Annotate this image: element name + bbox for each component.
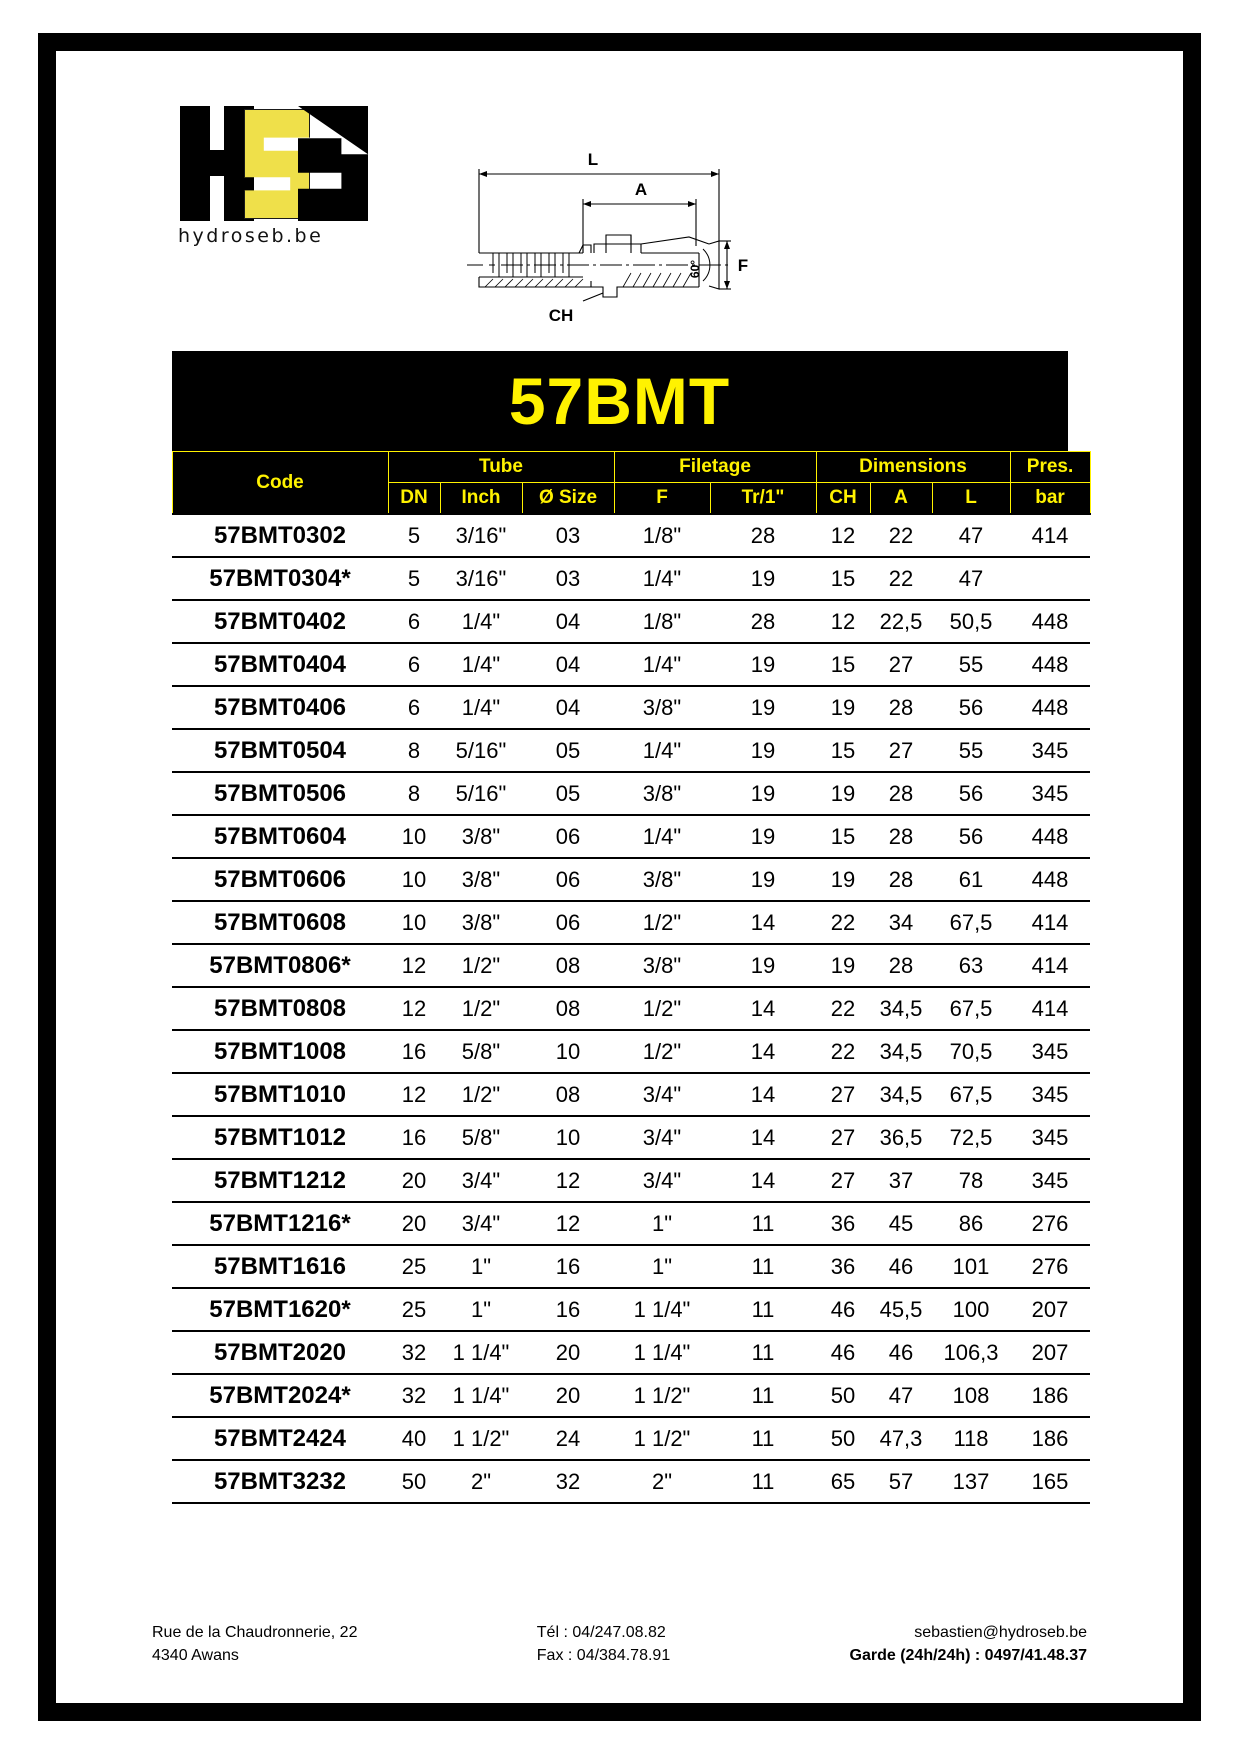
specifications-table (172, 451, 1091, 1504)
table-row (172, 514, 1090, 557)
fitting-technical-drawing (431, 141, 791, 361)
cell-f: 1/4" (614, 729, 710, 772)
footer-phone (537, 1621, 670, 1667)
cell-size: 08 (522, 944, 614, 987)
cell-code: 57BMT0604 (172, 815, 388, 858)
cell-dn: 12 (388, 1073, 440, 1116)
cell-inch: 1/2" (440, 944, 522, 987)
cell-bar: 345 (1010, 1159, 1090, 1202)
cell-a: 22,5 (870, 600, 932, 643)
cell-bar: 276 (1010, 1245, 1090, 1288)
cell-code: 57BMT0806* (172, 944, 388, 987)
cell-bar: 345 (1010, 1030, 1090, 1073)
cell-size: 03 (522, 557, 614, 600)
cell-tr: 19 (710, 643, 816, 686)
cell-code: 57BMT1212 (172, 1159, 388, 1202)
cell-code: 57BMT0406 (172, 686, 388, 729)
cell-code: 57BMT1012 (172, 1116, 388, 1159)
cell-dn: 20 (388, 1202, 440, 1245)
cell-tr: 19 (710, 729, 816, 772)
cell-a: 47 (870, 1374, 932, 1417)
cell-a: 28 (870, 772, 932, 815)
cell-size: 16 (522, 1245, 614, 1288)
cell-ch: 15 (816, 643, 870, 686)
cell-inch: 5/16" (440, 729, 522, 772)
cell-bar: 414 (1010, 987, 1090, 1030)
cell-f: 1 1/2" (614, 1417, 710, 1460)
cell-code: 57BMT2424 (172, 1417, 388, 1460)
table-row (172, 729, 1090, 772)
cell-code: 57BMT1010 (172, 1073, 388, 1116)
cell-size: 08 (522, 1073, 614, 1116)
page-title: 57BMT (508, 364, 731, 438)
cell-f: 3/8" (614, 772, 710, 815)
cell-a: 28 (870, 944, 932, 987)
cell-a: 36,5 (870, 1116, 932, 1159)
cell-dn: 6 (388, 600, 440, 643)
cell-l: 55 (932, 643, 1010, 686)
cell-l: 56 (932, 815, 1010, 858)
cell-ch: 19 (816, 858, 870, 901)
cell-f: 3/4" (614, 1159, 710, 1202)
cell-code: 57BMT1008 (172, 1030, 388, 1073)
cell-bar: 448 (1010, 643, 1090, 686)
cell-bar: 414 (1010, 514, 1090, 557)
cell-bar: 448 (1010, 815, 1090, 858)
cell-inch: 3/8" (440, 901, 522, 944)
cell-bar: 414 (1010, 901, 1090, 944)
table-row (172, 1159, 1090, 1202)
cell-l: 47 (932, 557, 1010, 600)
cell-bar: 186 (1010, 1374, 1090, 1417)
cell-l: 108 (932, 1374, 1010, 1417)
cell-tr: 19 (710, 944, 816, 987)
header-l: L (932, 483, 1010, 515)
cell-code: 57BMT0404 (172, 643, 388, 686)
table-body (172, 514, 1090, 1503)
table-header (172, 452, 1090, 515)
cell-code: 57BMT0606 (172, 858, 388, 901)
table-row (172, 944, 1090, 987)
cell-l: 70,5 (932, 1030, 1010, 1073)
cell-ch: 46 (816, 1288, 870, 1331)
cell-bar: 448 (1010, 858, 1090, 901)
cell-a: 37 (870, 1159, 932, 1202)
cell-size: 20 (522, 1374, 614, 1417)
cell-f: 1/8" (614, 600, 710, 643)
cell-dn: 12 (388, 987, 440, 1030)
table-group-header-row (172, 452, 1090, 483)
cell-inch: 5/8" (440, 1030, 522, 1073)
cell-ch: 12 (816, 514, 870, 557)
cell-l: 78 (932, 1159, 1010, 1202)
cell-l: 56 (932, 772, 1010, 815)
cell-dn: 10 (388, 901, 440, 944)
cell-inch: 1 1/4" (440, 1331, 522, 1374)
table-row (172, 1245, 1090, 1288)
cell-l: 50,5 (932, 600, 1010, 643)
cell-dn: 10 (388, 815, 440, 858)
header-size: Ø Size (522, 483, 614, 515)
cell-a: 34 (870, 901, 932, 944)
table-row (172, 1374, 1090, 1417)
cell-a: 27 (870, 643, 932, 686)
cell-ch: 12 (816, 600, 870, 643)
cell-inch: 1" (440, 1245, 522, 1288)
cell-code: 57BMT2024* (172, 1374, 388, 1417)
cell-ch: 22 (816, 901, 870, 944)
cell-l: 106,3 (932, 1331, 1010, 1374)
cell-tr: 19 (710, 815, 816, 858)
cell-size: 24 (522, 1417, 614, 1460)
page-content (56, 51, 1183, 1703)
cell-l: 67,5 (932, 901, 1010, 944)
drawing-label-angle: 60° (688, 259, 702, 279)
cell-tr: 14 (710, 987, 816, 1030)
cell-tr: 14 (710, 1073, 816, 1116)
logo-domain-text: hydroseb.be (178, 225, 324, 247)
cell-dn: 50 (388, 1460, 440, 1503)
table-row (172, 1116, 1090, 1159)
footer-email[interactable]: sebastien@hydroseb.be (914, 1623, 1087, 1641)
cell-tr: 11 (710, 1374, 816, 1417)
cell-dn: 8 (388, 729, 440, 772)
cell-dn: 6 (388, 686, 440, 729)
cell-inch: 1/4" (440, 643, 522, 686)
cell-inch: 1 1/2" (440, 1417, 522, 1460)
cell-size: 08 (522, 987, 614, 1030)
table-row (172, 1030, 1090, 1073)
cell-f: 1" (614, 1245, 710, 1288)
cell-bar: 207 (1010, 1288, 1090, 1331)
cell-inch: 3/8" (440, 815, 522, 858)
cell-a: 45 (870, 1202, 932, 1245)
cell-f: 3/8" (614, 858, 710, 901)
cell-f: 1 1/4" (614, 1288, 710, 1331)
cell-bar: 165 (1010, 1460, 1090, 1503)
cell-a: 28 (870, 686, 932, 729)
header-bar: bar (1010, 483, 1090, 515)
cell-tr: 14 (710, 1116, 816, 1159)
cell-inch: 1" (440, 1288, 522, 1331)
cell-a: 47,3 (870, 1417, 932, 1460)
cell-inch: 3/16" (440, 514, 522, 557)
cell-bar: 414 (1010, 944, 1090, 987)
cell-inch: 3/4" (440, 1159, 522, 1202)
cell-dn: 16 (388, 1030, 440, 1073)
product-title-banner (172, 351, 1068, 451)
cell-tr: 11 (710, 1331, 816, 1374)
cell-dn: 8 (388, 772, 440, 815)
header-ch: CH (816, 483, 870, 515)
cell-a: 46 (870, 1245, 932, 1288)
cell-size: 20 (522, 1331, 614, 1374)
cell-f: 1/8" (614, 514, 710, 557)
cell-l: 55 (932, 729, 1010, 772)
table-row (172, 901, 1090, 944)
table-row (172, 1460, 1090, 1503)
footer-tel: Tél : 04/247.08.82 (536, 1623, 666, 1641)
cell-inch: 1 1/4" (440, 1374, 522, 1417)
cell-l: 72,5 (932, 1116, 1010, 1159)
cell-a: 45,5 (870, 1288, 932, 1331)
cell-ch: 22 (816, 1030, 870, 1073)
cell-bar: 448 (1010, 600, 1090, 643)
cell-f: 2" (614, 1460, 710, 1503)
footer-address (152, 1621, 357, 1667)
cell-ch: 27 (816, 1116, 870, 1159)
drawing-label-A: A (634, 180, 648, 199)
cell-dn: 10 (388, 858, 440, 901)
cell-size: 12 (522, 1159, 614, 1202)
footer-address-line1: Rue de la Chaudronnerie, 22 (152, 1623, 358, 1641)
page-border-frame (38, 33, 1201, 1721)
cell-size: 06 (522, 858, 614, 901)
cell-ch: 22 (816, 987, 870, 1030)
cell-ch: 19 (816, 686, 870, 729)
cell-size: 05 (522, 772, 614, 815)
cell-size: 06 (522, 901, 614, 944)
cell-dn: 25 (388, 1245, 440, 1288)
cell-ch: 50 (816, 1374, 870, 1417)
cell-f: 1/4" (614, 815, 710, 858)
cell-a: 28 (870, 858, 932, 901)
footer-address-line2: 4340 Awans (152, 1646, 239, 1664)
cell-dn: 32 (388, 1331, 440, 1374)
cell-tr: 19 (710, 858, 816, 901)
cell-ch: 15 (816, 729, 870, 772)
header-group-dimensions: Dimensions (816, 452, 1010, 483)
drawing-label-F: F (737, 256, 749, 275)
cell-l: 67,5 (932, 987, 1010, 1030)
table-row (172, 600, 1090, 643)
header-f: F (614, 483, 710, 515)
cell-f: 1 1/2" (614, 1374, 710, 1417)
header-a: A (870, 483, 932, 515)
cell-tr: 28 (710, 600, 816, 643)
cell-l: 61 (932, 858, 1010, 901)
cell-code: 57BMT3232 (172, 1460, 388, 1503)
table-row (172, 643, 1090, 686)
cell-l: 137 (932, 1460, 1010, 1503)
header-group-filetage: Filetage (614, 452, 816, 483)
cell-a: 22 (870, 514, 932, 557)
cell-size: 10 (522, 1116, 614, 1159)
cell-inch: 5/16" (440, 772, 522, 815)
cell-code: 57BMT0304* (172, 557, 388, 600)
cell-f: 1/2" (614, 901, 710, 944)
cell-code: 57BMT0808 (172, 987, 388, 1030)
cell-ch: 65 (816, 1460, 870, 1503)
cell-dn: 5 (388, 557, 440, 600)
cell-tr: 14 (710, 1159, 816, 1202)
cell-bar: 345 (1010, 729, 1090, 772)
cell-size: 04 (522, 643, 614, 686)
cell-tr: 19 (710, 772, 816, 815)
cell-ch: 36 (816, 1202, 870, 1245)
cell-dn: 16 (388, 1116, 440, 1159)
cell-size: 04 (522, 686, 614, 729)
cell-dn: 12 (388, 944, 440, 987)
cell-inch: 1/4" (440, 600, 522, 643)
table-row (172, 1073, 1090, 1116)
cell-f: 3/8" (614, 944, 710, 987)
cell-f: 3/8" (614, 686, 710, 729)
cell-bar: 345 (1010, 1073, 1090, 1116)
cell-code: 57BMT0506 (172, 772, 388, 815)
cell-bar (1010, 557, 1090, 600)
cell-tr: 11 (710, 1288, 816, 1331)
cell-ch: 27 (816, 1159, 870, 1202)
cell-code: 57BMT0504 (172, 729, 388, 772)
cell-size: 04 (522, 600, 614, 643)
cell-ch: 19 (816, 944, 870, 987)
cell-l: 56 (932, 686, 1010, 729)
table-row (172, 1417, 1090, 1460)
cell-inch: 3/8" (440, 858, 522, 901)
drawing-label-L: L (587, 150, 599, 169)
cell-tr: 19 (710, 686, 816, 729)
table-row (172, 1331, 1090, 1374)
cell-bar: 276 (1010, 1202, 1090, 1245)
cell-f: 1 1/4" (614, 1331, 710, 1374)
cell-a: 34,5 (870, 1073, 932, 1116)
cell-l: 67,5 (932, 1073, 1010, 1116)
cell-ch: 46 (816, 1331, 870, 1374)
cell-f: 1/2" (614, 987, 710, 1030)
cell-code: 57BMT2020 (172, 1331, 388, 1374)
table-row (172, 1288, 1090, 1331)
cell-size: 10 (522, 1030, 614, 1073)
cell-size: 03 (522, 514, 614, 557)
header-inch: Inch (440, 483, 522, 515)
cell-tr: 14 (710, 1030, 816, 1073)
cell-tr: 11 (710, 1417, 816, 1460)
cell-bar: 448 (1010, 686, 1090, 729)
table-row (172, 557, 1090, 600)
cell-dn: 32 (388, 1374, 440, 1417)
cell-inch: 2" (440, 1460, 522, 1503)
cell-inch: 1/2" (440, 987, 522, 1030)
cell-dn: 6 (388, 643, 440, 686)
table-row (172, 686, 1090, 729)
header-dn: DN (388, 483, 440, 515)
cell-f: 1" (614, 1202, 710, 1245)
company-logo (178, 106, 393, 247)
spec-table-container (172, 451, 1074, 1504)
cell-tr: 14 (710, 901, 816, 944)
footer-fax: Fax : 04/384.78.91 (536, 1646, 671, 1664)
cell-a: 46 (870, 1331, 932, 1374)
cell-ch: 50 (816, 1417, 870, 1460)
cell-dn: 5 (388, 514, 440, 557)
cell-a: 57 (870, 1460, 932, 1503)
cell-tr: 11 (710, 1202, 816, 1245)
cell-ch: 27 (816, 1073, 870, 1116)
cell-a: 34,5 (870, 987, 932, 1030)
cell-dn: 20 (388, 1159, 440, 1202)
cell-l: 101 (932, 1245, 1010, 1288)
cell-f: 1/4" (614, 557, 710, 600)
cell-bar: 345 (1010, 772, 1090, 815)
fitting-drawing-svg (431, 141, 791, 356)
cell-a: 22 (870, 557, 932, 600)
cell-dn: 25 (388, 1288, 440, 1331)
header-code: Code (172, 452, 388, 515)
cell-code: 57BMT1620* (172, 1288, 388, 1331)
cell-code: 57BMT0302 (172, 514, 388, 557)
cell-size: 32 (522, 1460, 614, 1503)
cell-inch: 5/8" (440, 1116, 522, 1159)
cell-inch: 1/4" (440, 686, 522, 729)
cell-a: 28 (870, 815, 932, 858)
cell-size: 05 (522, 729, 614, 772)
footer-garde: Garde (24h/24h) : 0497/41.48.37 (849, 1646, 1087, 1664)
cell-l: 47 (932, 514, 1010, 557)
cell-tr: 11 (710, 1245, 816, 1288)
cell-size: 16 (522, 1288, 614, 1331)
cell-tr: 19 (710, 557, 816, 600)
header-group-pres: Pres. (1010, 452, 1090, 483)
table-row (172, 858, 1090, 901)
cell-tr: 28 (710, 514, 816, 557)
cell-f: 3/4" (614, 1116, 710, 1159)
cell-l: 118 (932, 1417, 1010, 1460)
cell-ch: 15 (816, 557, 870, 600)
cell-l: 63 (932, 944, 1010, 987)
cell-a: 34,5 (870, 1030, 932, 1073)
footer-contact-block (56, 1621, 1183, 1667)
cell-tr: 11 (710, 1460, 816, 1503)
table-row (172, 987, 1090, 1030)
cell-inch: 3/16" (440, 557, 522, 600)
cell-l: 100 (932, 1288, 1010, 1331)
cell-size: 06 (522, 815, 614, 858)
cell-ch: 15 (816, 815, 870, 858)
header-tr: Tr/1" (710, 483, 816, 515)
cell-code: 57BMT0608 (172, 901, 388, 944)
cell-size: 12 (522, 1202, 614, 1245)
cell-inch: 3/4" (440, 1202, 522, 1245)
header-area (56, 51, 1183, 351)
cell-bar: 186 (1010, 1417, 1090, 1460)
cell-code: 57BMT0402 (172, 600, 388, 643)
cell-bar: 207 (1010, 1331, 1090, 1374)
cell-code: 57BMT1216* (172, 1202, 388, 1245)
table-row (172, 1202, 1090, 1245)
cell-bar: 345 (1010, 1116, 1090, 1159)
cell-code: 57BMT1616 (172, 1245, 388, 1288)
hs-logo-icon (178, 106, 368, 221)
header-group-tube: Tube (388, 452, 614, 483)
cell-a: 27 (870, 729, 932, 772)
cell-ch: 36 (816, 1245, 870, 1288)
table-row (172, 772, 1090, 815)
table-row (172, 815, 1090, 858)
cell-f: 1/2" (614, 1030, 710, 1073)
cell-dn: 40 (388, 1417, 440, 1460)
drawing-label-CH: CH (548, 306, 574, 325)
cell-ch: 19 (816, 772, 870, 815)
cell-f: 1/4" (614, 643, 710, 686)
cell-l: 86 (932, 1202, 1010, 1245)
cell-inch: 1/2" (440, 1073, 522, 1116)
footer-email-block (850, 1621, 1087, 1667)
cell-f: 3/4" (614, 1073, 710, 1116)
